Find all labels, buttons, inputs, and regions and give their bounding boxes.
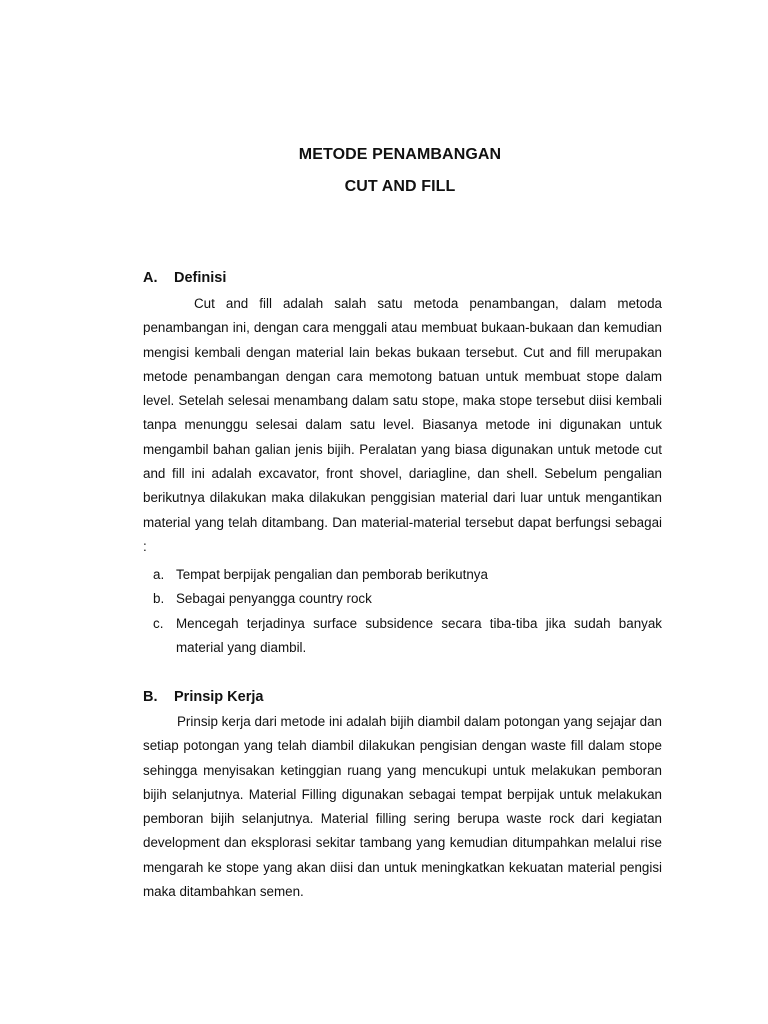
list-item	[143, 587, 662, 611]
list-item-marker: b.	[153, 591, 165, 607]
section-a-paragraph: Cut and fill adalah salah satu metoda penambangan, dalam metoda penambangan ini, dengan cara menggali atau membuat bukaan-bukaan dan kemudian mengisi kembali dengan material lain bekas bukaan tersebut. Cut and fill merupakan metode penambangan dengan cara memotong batuan untuk membuat stope dalam level. Setelah selesai menambang dalam satu stope, maka stope tersebut diisi kembali tanpa menunggu selesai dalam satu level. Biasanya metode ini digunakan untuk mengambil bahan galian jenis bijih. Peralatan yang biasa digunakan untuk metode cut and fill ini adalah excavator, front shovel, dariagline, dan shell. Sebelum pengalian berikutnya dilakukan maka dilakukan penggisian material dari luar untuk mengantikan material yang telah ditambang. Dan material-material tersebut dapat berfungsi sebagai :	[143, 296, 662, 554]
section-b-title: Prinsip Kerja	[174, 689, 264, 705]
section-b-paragraph: Prinsip kerja dari metode ini adalah bijih diambil dalam potongan yang sejajar dan setiap potongan yang telah diambil dilakukan pengisian dengan waste fill dalam stope sehingga menyisakan ketinggian ruang yang mencukupi untuk melakukan pemboran bijih selanjutnya. Material Filling digunakan sebagai tempat berpijak untuk melakukan pemboran bijih selanjutnya. Material filling sering berupa waste rock dari kegiatan development dan eksplorasi sekitar tambang yang kemudian ditumpahkan melalui rise mengarah ke stope yang akan diisi dan untuk meningkatkan kekuatan material pengisi maka ditambahkan semen.	[143, 714, 662, 900]
list-item-text: Tempat berpijak pengalian dan pemborab berikutnya	[176, 567, 488, 582]
list-item-marker: a.	[153, 567, 165, 582]
section-a-title: Definisi	[174, 270, 227, 286]
document-subtitle: CUT AND FILL	[344, 178, 456, 195]
section-a-list	[143, 563, 662, 660]
list-item	[143, 563, 662, 587]
section-b-heading	[143, 689, 263, 705]
document-title: METODE PENAMBANGAN	[298, 146, 502, 163]
section-a-number: A.	[143, 270, 158, 286]
section-b-number: B.	[143, 689, 158, 705]
list-item-marker: c.	[153, 615, 164, 631]
list-item	[143, 612, 662, 661]
list-item-text: Sebagai penyangga country rock	[176, 591, 372, 607]
section-a-heading	[143, 270, 226, 286]
list-item-text: Mencegah terjadinya surface subsidence secara tiba-tiba jika sudah banyak material yang diambil.	[176, 615, 662, 655]
